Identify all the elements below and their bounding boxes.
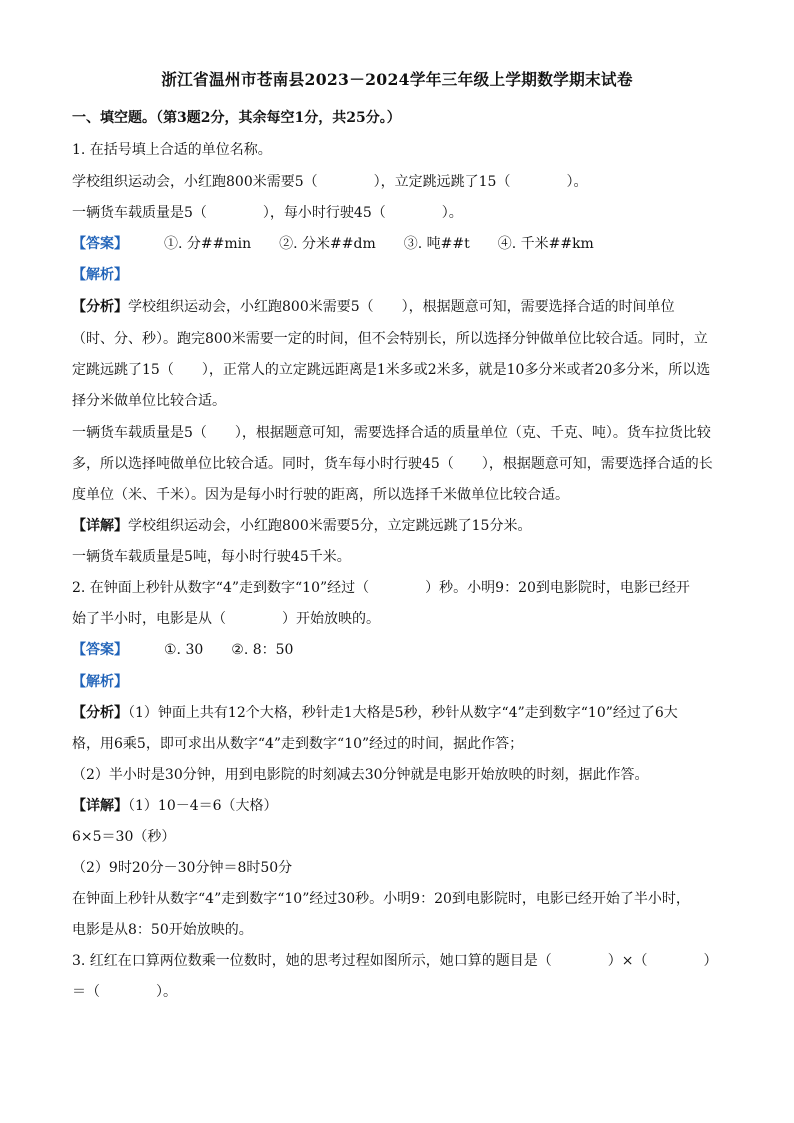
q1-line-1: 学校组织运动会，小红跑800米需要5（ ），立定跳远跳了15（ ）。 [72, 174, 588, 190]
xiangjie-tag: 【详解】 [72, 518, 128, 534]
answer-text: ①. 30 ②. 8：50 [164, 642, 294, 658]
q1-xiangjie-1 [72, 516, 531, 536]
q1-answer [72, 234, 594, 254]
xiangjie-tag: 【详解】 [72, 798, 128, 814]
xiangjie-text: （1）10－4＝6（大格） [128, 798, 278, 814]
fenxi-text: 学校组织运动会，小红跑800米需要5（ ），根据题意可知，需要选择合适的时间单位 [128, 299, 675, 315]
q1-xiangjie-2: 一辆货车载质量是5吨，每小时行驶45千米。 [72, 549, 351, 565]
q2-fenxi-1 [72, 703, 678, 723]
q3-stem-2: ＝（ ）。 [72, 984, 177, 1000]
q1-jiexi [72, 265, 128, 285]
answer-tag: 【答案】 [72, 236, 128, 252]
q2-stem-2: 始了半小时，电影是从（ ）开始放映的。 [72, 611, 380, 627]
jiexi-tag: 【解析】 [72, 674, 128, 690]
fenxi-tag: 【分析】 [72, 705, 128, 721]
q1-fenxi-1 [72, 297, 675, 317]
fenxi-tag: 【分析】 [72, 299, 128, 315]
answer-tag: 【答案】 [72, 642, 128, 658]
q2-fenxi-3: （2）半小时是30分钟，用到电影院的时刻减去30分钟就是电影开始放映的时刻，据此作答。 [72, 767, 649, 783]
q1-stem: 1. 在括号填上合适的单位名称。 [72, 142, 272, 158]
q2-xiangjie-1 [72, 796, 278, 816]
q1-line-2: 一辆货车载质量是5（ ），每小时行驶45（ ）。 [72, 205, 463, 221]
q2-xiangjie-5: 电影是从8：50开始放映的。 [72, 922, 253, 938]
jiexi-tag: 【解析】 [72, 267, 128, 283]
q1-fenxi-5: 一辆货车载质量是5（ ），根据题意可知，需要选择合适的质量单位（克、千克、吨）。货车拉货比较 [72, 425, 711, 441]
q1-fenxi-7: 度单位（米、千米）。因为是每小时行驶的距离，所以选择千米做单位比较合适。 [72, 487, 569, 503]
fenxi-text: （1）钟面上共有12个大格，秒针走1大格是5秒，秒针从数字“4”走到数字“10”经过了6大 [128, 705, 678, 721]
q2-jiexi [72, 672, 128, 692]
q2-stem-1: 2. 在钟面上秒针从数字“4”走到数字“10”经过（ ）秒。小明9：20到电影院时，电影已经开 [72, 580, 690, 596]
q2-xiangjie-3: （2）9时20分－30分钟＝8时50分 [72, 860, 293, 876]
section-heading: 一、填空题。（第3题2分，其余每空1分，共25分。） [72, 110, 401, 126]
answer-text: ①. 分##min ②. 分米##dm ③. 吨##t ④. 千米##km [164, 236, 594, 252]
q2-answer [72, 640, 293, 660]
q2-fenxi-2: 格，用6乘5，即可求出从数字“4”走到数字“10”经过的时间，据此作答； [72, 736, 524, 752]
q1-fenxi-6: 多，所以选择吨做单位比较合适。同时，货车每小时行驶45（ ），根据题意可知，需要选择合适的长 [72, 456, 713, 472]
q1-fenxi-4: 择分米做单位比较合适。 [72, 393, 226, 409]
page-title: 浙江省温州市苍南县2023－2024学年三年级上学期数学期末试卷 [161, 70, 633, 89]
xiangjie-text: 学校组织运动会，小红跑800米需要5分，立定跳远跳了15分米。 [128, 518, 532, 534]
q1-fenxi-3: 定跳远跳了15（ ），正常人的立定跳远距离是1米多或2米多，就是10多分米或者20多分米，所以选 [72, 362, 711, 378]
q3-stem-1: 3. 红红在口算两位数乘一位数时，她的思考过程如图所示，她口算的题目是（ ）×（ ） [72, 953, 718, 969]
q2-xiangjie-2: 6×5＝30（秒） [72, 829, 176, 845]
q1-fenxi-2: （时、分、秒）。跑完800米需要一定的时间，但不会特别长，所以选择分钟做单位比较合适。同时，立 [72, 331, 708, 347]
q2-xiangjie-4: 在钟面上秒针从数字“4”走到数字“10”经过30秒。小明9：20到电影院时，电影已经开始了半小时， [72, 891, 690, 907]
